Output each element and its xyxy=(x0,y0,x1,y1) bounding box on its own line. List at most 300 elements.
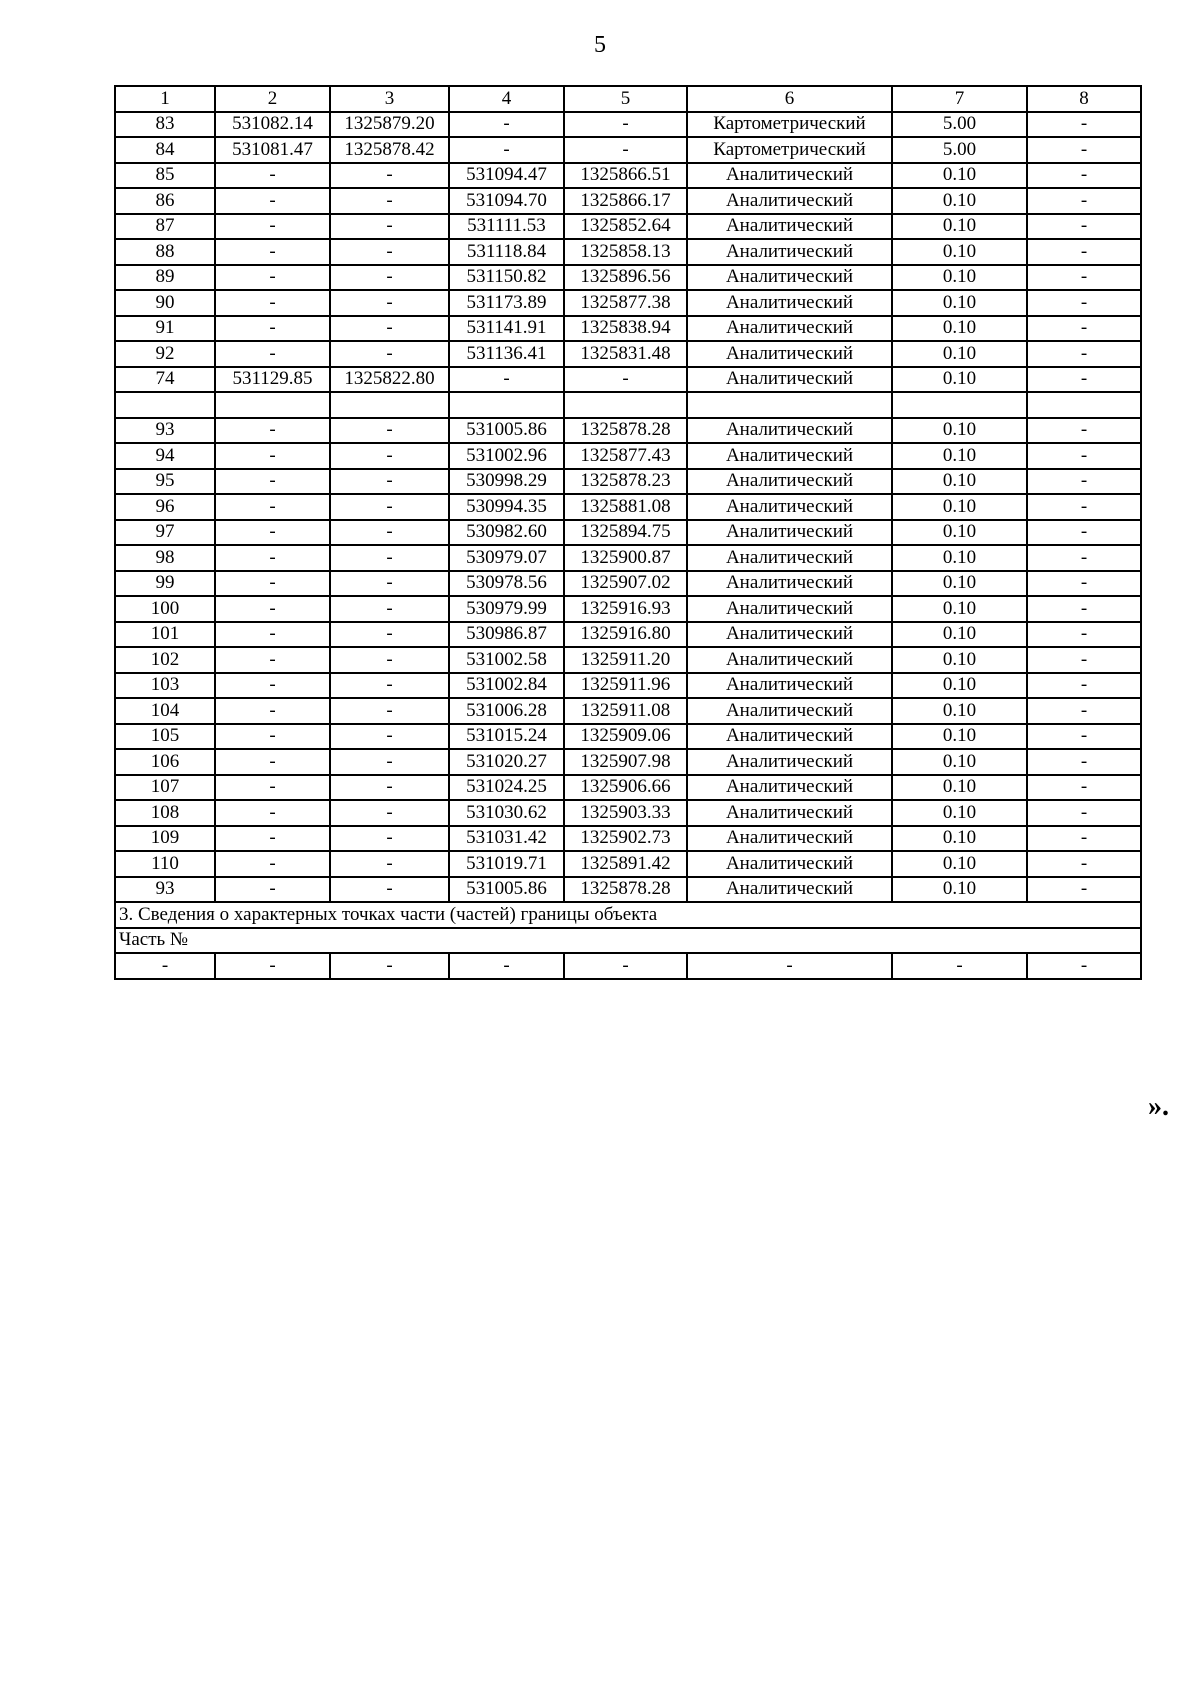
table-cell: - xyxy=(1027,596,1141,622)
table-cell: 531173.89 xyxy=(449,290,564,316)
table-cell: - xyxy=(215,851,330,877)
table-cell: 107 xyxy=(115,775,215,801)
table-cell: - xyxy=(330,469,449,495)
table-cell: Аналитический xyxy=(687,494,892,520)
table-cell: 102 xyxy=(115,647,215,673)
table-row xyxy=(115,724,1141,750)
table-row xyxy=(115,392,1141,418)
table-cell: - xyxy=(330,239,449,265)
table-cell: 531082.14 xyxy=(215,112,330,138)
table-cell: Аналитический xyxy=(687,877,892,903)
table-cell: 0.10 xyxy=(892,239,1027,265)
table-cell: 0.10 xyxy=(892,163,1027,189)
table-cell: 0.10 xyxy=(892,622,1027,648)
table-cell: - xyxy=(330,494,449,520)
table-cell: - xyxy=(892,953,1027,979)
table-cell: Картометрический xyxy=(687,112,892,138)
table-cell: - xyxy=(330,545,449,571)
table-cell: - xyxy=(330,647,449,673)
table-cell: 1325878.23 xyxy=(564,469,687,495)
table-cell: - xyxy=(215,163,330,189)
table-row xyxy=(115,367,1141,393)
table-row xyxy=(115,188,1141,214)
table-cell: - xyxy=(215,877,330,903)
table-cell: 0.10 xyxy=(892,775,1027,801)
table-row xyxy=(115,673,1141,699)
table-cell: 91 xyxy=(115,316,215,342)
table-cell: 531006.28 xyxy=(449,698,564,724)
table-cell: 1325916.93 xyxy=(564,596,687,622)
table-cell: 8 xyxy=(1027,86,1141,112)
table-cell: 0.10 xyxy=(892,265,1027,291)
table-cell: 0.10 xyxy=(892,494,1027,520)
table-cell: Аналитический xyxy=(687,673,892,699)
part-label-row xyxy=(115,928,1141,954)
table-cell: - xyxy=(1027,265,1141,291)
table-cell: 1325878.28 xyxy=(564,877,687,903)
table-cell: 531005.86 xyxy=(449,418,564,444)
table-cell xyxy=(1027,392,1141,418)
table-cell: - xyxy=(330,443,449,469)
table-cell: - xyxy=(330,953,449,979)
table-cell: 1325877.38 xyxy=(564,290,687,316)
table-cell: 530998.29 xyxy=(449,469,564,495)
table-cell: 109 xyxy=(115,826,215,852)
table-cell: 1325896.56 xyxy=(564,265,687,291)
table-cell: - xyxy=(330,877,449,903)
table-cell: Аналитический xyxy=(687,316,892,342)
table-cell: 1325891.42 xyxy=(564,851,687,877)
table-row xyxy=(115,214,1141,240)
table-cell: - xyxy=(330,316,449,342)
table-cell: 531030.62 xyxy=(449,800,564,826)
table-cell: - xyxy=(215,953,330,979)
table-cell: 0.10 xyxy=(892,647,1027,673)
table-cell: - xyxy=(1027,239,1141,265)
table-cell: - xyxy=(330,698,449,724)
table-cell: - xyxy=(330,214,449,240)
table-cell: - xyxy=(215,826,330,852)
table-cell: - xyxy=(115,953,215,979)
table-cell: Аналитический xyxy=(687,341,892,367)
table-cell: - xyxy=(1027,137,1141,163)
table-cell: - xyxy=(215,469,330,495)
table-cell: - xyxy=(215,571,330,597)
table-cell: 0.10 xyxy=(892,520,1027,546)
table-cell xyxy=(687,392,892,418)
table-cell: 531094.70 xyxy=(449,188,564,214)
table-cell: Аналитический xyxy=(687,290,892,316)
table-cell: 0.10 xyxy=(892,341,1027,367)
table-row xyxy=(115,622,1141,648)
table-cell: 531015.24 xyxy=(449,724,564,750)
table-row xyxy=(115,800,1141,826)
table-cell: 83 xyxy=(115,112,215,138)
table-cell: 0.10 xyxy=(892,418,1027,444)
table-cell: 0.10 xyxy=(892,545,1027,571)
table-cell: 105 xyxy=(115,724,215,750)
table-cell: - xyxy=(564,112,687,138)
table-cell: 1325878.42 xyxy=(330,137,449,163)
table-cell: 530986.87 xyxy=(449,622,564,648)
table-cell: Аналитический xyxy=(687,826,892,852)
table-cell: 84 xyxy=(115,137,215,163)
table-cell: - xyxy=(215,673,330,699)
table-cell: Аналитический xyxy=(687,851,892,877)
part-label-row-text: Часть № xyxy=(115,928,1141,954)
table-cell: Аналитический xyxy=(687,367,892,393)
table-cell: Аналитический xyxy=(687,596,892,622)
table-cell: - xyxy=(449,953,564,979)
table-cell: - xyxy=(1027,341,1141,367)
table-cell: - xyxy=(1027,520,1141,546)
table-cell: - xyxy=(215,239,330,265)
table-cell: - xyxy=(449,137,564,163)
table-cell: Аналитический xyxy=(687,265,892,291)
table-cell: 0.10 xyxy=(892,800,1027,826)
table-row xyxy=(115,265,1141,291)
table-cell: 531002.96 xyxy=(449,443,564,469)
table-cell xyxy=(215,392,330,418)
table-cell: - xyxy=(215,749,330,775)
table-cell: - xyxy=(215,596,330,622)
table-cell: 87 xyxy=(115,214,215,240)
table-cell: 93 xyxy=(115,418,215,444)
table-cell: 5.00 xyxy=(892,137,1027,163)
table-cell: 98 xyxy=(115,545,215,571)
table-cell: - xyxy=(1027,443,1141,469)
table-cell: 1325900.87 xyxy=(564,545,687,571)
table-cell: - xyxy=(1027,775,1141,801)
table-cell: - xyxy=(1027,749,1141,775)
table-cell: 531002.84 xyxy=(449,673,564,699)
table-cell: 1325911.08 xyxy=(564,698,687,724)
table-cell: 1325878.28 xyxy=(564,418,687,444)
table-cell: 0.10 xyxy=(892,571,1027,597)
table-cell xyxy=(115,392,215,418)
table-cell: 108 xyxy=(115,800,215,826)
table-cell: - xyxy=(215,443,330,469)
table-cell: 1325877.43 xyxy=(564,443,687,469)
table-cell: 0.10 xyxy=(892,469,1027,495)
table-cell: 530979.07 xyxy=(449,545,564,571)
table-cell: Аналитический xyxy=(687,520,892,546)
table-cell: 1 xyxy=(115,86,215,112)
table-cell: 106 xyxy=(115,749,215,775)
table-cell: - xyxy=(215,775,330,801)
table-cell: 530978.56 xyxy=(449,571,564,597)
table-cell: 95 xyxy=(115,469,215,495)
table-cell: - xyxy=(215,290,330,316)
table-cell: - xyxy=(1027,112,1141,138)
table-cell: 1325831.48 xyxy=(564,341,687,367)
table-cell: 86 xyxy=(115,188,215,214)
table-cell: - xyxy=(1027,163,1141,189)
table-row xyxy=(115,698,1141,724)
table-row xyxy=(115,749,1141,775)
table-cell: Аналитический xyxy=(687,800,892,826)
table-cell: - xyxy=(1027,851,1141,877)
table-cell: 1325866.51 xyxy=(564,163,687,189)
table-cell: - xyxy=(1027,724,1141,750)
table-cell: - xyxy=(330,673,449,699)
table-cell: 3 xyxy=(330,86,449,112)
section-title-row xyxy=(115,902,1141,928)
table-cell: - xyxy=(330,851,449,877)
table-cell: - xyxy=(1027,698,1141,724)
table-cell: 531111.53 xyxy=(449,214,564,240)
table-cell: - xyxy=(215,316,330,342)
table-cell: - xyxy=(215,698,330,724)
table-cell: - xyxy=(215,494,330,520)
table-cell: 88 xyxy=(115,239,215,265)
table-cell: - xyxy=(1027,469,1141,495)
table-cell: - xyxy=(564,137,687,163)
table-cell: - xyxy=(330,775,449,801)
table-cell: - xyxy=(1027,800,1141,826)
table-cell: - xyxy=(330,418,449,444)
table-cell: - xyxy=(1027,316,1141,342)
table-cell: - xyxy=(687,953,892,979)
table-row xyxy=(115,851,1141,877)
table-cell: Аналитический xyxy=(687,443,892,469)
table-row xyxy=(115,316,1141,342)
table-cell: - xyxy=(330,622,449,648)
table-cell: Аналитический xyxy=(687,749,892,775)
table-cell: 0.10 xyxy=(892,851,1027,877)
table-row xyxy=(115,877,1141,903)
table-cell: Аналитический xyxy=(687,622,892,648)
table-cell: 0.10 xyxy=(892,877,1027,903)
table-cell: 93 xyxy=(115,877,215,903)
table-row xyxy=(115,239,1141,265)
table-cell: 1325838.94 xyxy=(564,316,687,342)
table-cell: Аналитический xyxy=(687,571,892,597)
table-row xyxy=(115,545,1141,571)
table-cell: - xyxy=(215,520,330,546)
table-cell: 0.10 xyxy=(892,749,1027,775)
table-cell: 1325822.80 xyxy=(330,367,449,393)
table-cell: - xyxy=(215,341,330,367)
table-cell: 97 xyxy=(115,520,215,546)
table-row xyxy=(115,647,1141,673)
table-cell: - xyxy=(564,367,687,393)
table-row xyxy=(115,826,1141,852)
table-row xyxy=(115,571,1141,597)
table-cell: 1325852.64 xyxy=(564,214,687,240)
table-cell: - xyxy=(330,163,449,189)
table-cell: 5 xyxy=(564,86,687,112)
table-cell: 1325902.73 xyxy=(564,826,687,852)
table-cell: 531141.91 xyxy=(449,316,564,342)
table-cell: - xyxy=(330,596,449,622)
table-cell: 531150.82 xyxy=(449,265,564,291)
table-cell: - xyxy=(330,800,449,826)
table-cell xyxy=(449,392,564,418)
table-row xyxy=(115,443,1141,469)
table-cell: - xyxy=(1027,673,1141,699)
table-cell: - xyxy=(1027,953,1141,979)
table-cell: 85 xyxy=(115,163,215,189)
table-cell: 0.10 xyxy=(892,724,1027,750)
table-cell: - xyxy=(330,188,449,214)
closing-quote-mark: ». xyxy=(1148,1091,1169,1122)
table-cell: 1325909.06 xyxy=(564,724,687,750)
table-cell: 1325858.13 xyxy=(564,239,687,265)
section-title-row-text: 3. Сведения о характерных точках части (частей) границы объекта xyxy=(115,902,1141,928)
table-cell: 530979.99 xyxy=(449,596,564,622)
table-cell: Аналитический xyxy=(687,239,892,265)
table-cell: 5.00 xyxy=(892,112,1027,138)
table-cell: - xyxy=(215,647,330,673)
table-cell: 1325881.08 xyxy=(564,494,687,520)
table-cell: 90 xyxy=(115,290,215,316)
table-cell: Аналитический xyxy=(687,214,892,240)
table-cell: - xyxy=(330,826,449,852)
table-cell: - xyxy=(215,188,330,214)
table-cell: 531136.41 xyxy=(449,341,564,367)
table-row xyxy=(115,953,1141,979)
page-number: 5 xyxy=(594,32,606,58)
table-cell: Аналитический xyxy=(687,188,892,214)
table-cell: - xyxy=(1027,622,1141,648)
table-cell: - xyxy=(1027,367,1141,393)
table-cell: - xyxy=(215,418,330,444)
table-cell: 0.10 xyxy=(892,367,1027,393)
table-cell: 1325911.20 xyxy=(564,647,687,673)
table-cell: 531129.85 xyxy=(215,367,330,393)
table-cell: - xyxy=(1027,545,1141,571)
table-row xyxy=(115,341,1141,367)
table-cell: - xyxy=(330,571,449,597)
table-header-row xyxy=(115,86,1141,112)
table-cell xyxy=(564,392,687,418)
table-cell: - xyxy=(1027,214,1141,240)
table-cell: Аналитический xyxy=(687,775,892,801)
table-cell: 104 xyxy=(115,698,215,724)
table-cell: - xyxy=(1027,494,1141,520)
table-cell: 531024.25 xyxy=(449,775,564,801)
table-cell: 1325894.75 xyxy=(564,520,687,546)
table-cell: 0.10 xyxy=(892,826,1027,852)
table-cell: 531081.47 xyxy=(215,137,330,163)
table-cell: 0.10 xyxy=(892,596,1027,622)
table-cell: - xyxy=(1027,647,1141,673)
table-cell: 530982.60 xyxy=(449,520,564,546)
table-cell: - xyxy=(330,520,449,546)
table-cell: 1325879.20 xyxy=(330,112,449,138)
coordinates-table xyxy=(114,85,1142,980)
table-cell: 2 xyxy=(215,86,330,112)
table-cell: - xyxy=(215,800,330,826)
table-cell: Аналитический xyxy=(687,647,892,673)
table-cell: 0.10 xyxy=(892,214,1027,240)
table-cell: - xyxy=(330,265,449,291)
table-cell: 531094.47 xyxy=(449,163,564,189)
table-cell: - xyxy=(330,290,449,316)
table-row xyxy=(115,163,1141,189)
table-cell: 1325916.80 xyxy=(564,622,687,648)
table-cell: - xyxy=(330,749,449,775)
table-cell: 89 xyxy=(115,265,215,291)
table-cell xyxy=(330,392,449,418)
table-cell: 531118.84 xyxy=(449,239,564,265)
table-cell: 0.10 xyxy=(892,698,1027,724)
table-row xyxy=(115,469,1141,495)
table-cell: 531020.27 xyxy=(449,749,564,775)
table-cell: 103 xyxy=(115,673,215,699)
table-cell: Аналитический xyxy=(687,698,892,724)
table-row xyxy=(115,520,1141,546)
table-cell: Аналитический xyxy=(687,724,892,750)
table-cell: 4 xyxy=(449,86,564,112)
table-cell: 531005.86 xyxy=(449,877,564,903)
table-cell: 92 xyxy=(115,341,215,367)
table-cell: 99 xyxy=(115,571,215,597)
table-cell: 0.10 xyxy=(892,316,1027,342)
table-row xyxy=(115,418,1141,444)
table-cell: 1325906.66 xyxy=(564,775,687,801)
table-row xyxy=(115,775,1141,801)
table-cell: Картометрический xyxy=(687,137,892,163)
table-cell: 1325907.02 xyxy=(564,571,687,597)
table-row xyxy=(115,494,1141,520)
table-cell: 101 xyxy=(115,622,215,648)
table-cell: - xyxy=(215,622,330,648)
table-cell: - xyxy=(1027,188,1141,214)
table-cell: 531002.58 xyxy=(449,647,564,673)
table-body xyxy=(115,86,1141,979)
table-row xyxy=(115,137,1141,163)
table-cell: Аналитический xyxy=(687,163,892,189)
table-cell: - xyxy=(1027,290,1141,316)
table-cell: - xyxy=(1027,418,1141,444)
table-cell: 1325903.33 xyxy=(564,800,687,826)
table-cell: 1325907.98 xyxy=(564,749,687,775)
table-cell: - xyxy=(1027,826,1141,852)
table-cell: 96 xyxy=(115,494,215,520)
table-cell: 110 xyxy=(115,851,215,877)
table-cell: - xyxy=(330,341,449,367)
table-cell: 530994.35 xyxy=(449,494,564,520)
table-row xyxy=(115,290,1141,316)
table-cell: 100 xyxy=(115,596,215,622)
table-cell: - xyxy=(449,367,564,393)
table-cell: - xyxy=(564,953,687,979)
table-row xyxy=(115,596,1141,622)
table-cell: 0.10 xyxy=(892,443,1027,469)
table-cell: - xyxy=(330,724,449,750)
table-cell: 74 xyxy=(115,367,215,393)
table-cell: 531019.71 xyxy=(449,851,564,877)
table-cell: Аналитический xyxy=(687,418,892,444)
table-cell: - xyxy=(215,265,330,291)
table-row xyxy=(115,112,1141,138)
table-cell: - xyxy=(215,545,330,571)
table-cell: - xyxy=(449,112,564,138)
table-cell: 0.10 xyxy=(892,290,1027,316)
table-cell: - xyxy=(1027,571,1141,597)
table-cell: 1325911.96 xyxy=(564,673,687,699)
table-cell: 1325866.17 xyxy=(564,188,687,214)
table-cell: - xyxy=(215,724,330,750)
table-cell: 6 xyxy=(687,86,892,112)
table-cell: 94 xyxy=(115,443,215,469)
table-cell: - xyxy=(1027,877,1141,903)
table-cell: 7 xyxy=(892,86,1027,112)
table-cell xyxy=(892,392,1027,418)
table-cell: 531031.42 xyxy=(449,826,564,852)
